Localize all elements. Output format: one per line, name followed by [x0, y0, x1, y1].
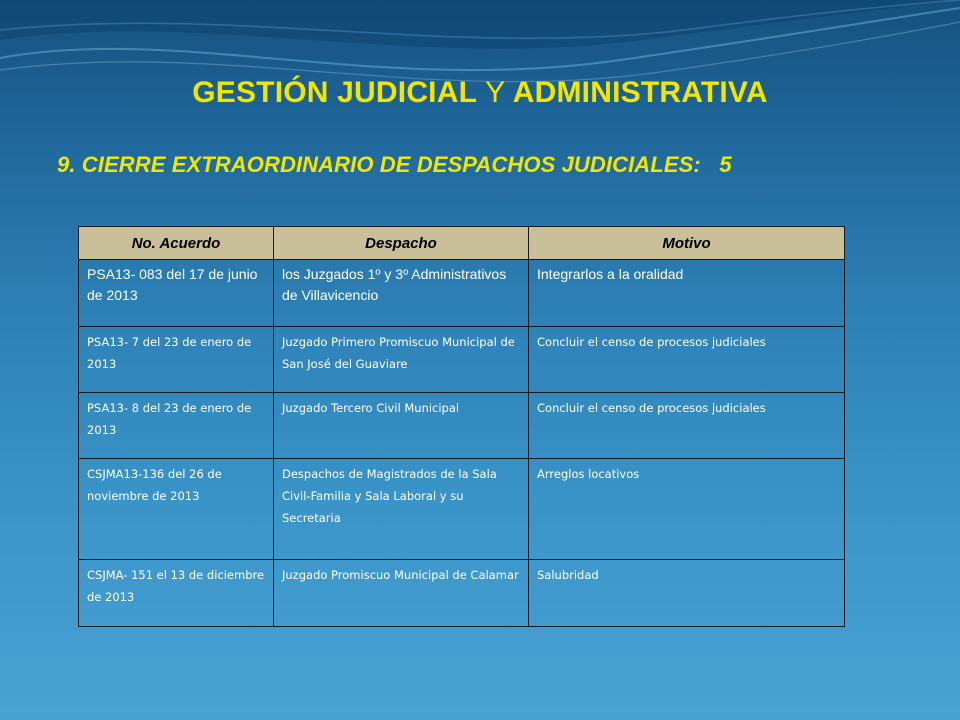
cell-acuerdo: CSJMA- 151 el 13 de diciembre de 2013	[79, 560, 274, 627]
table-row	[79, 393, 845, 459]
cell-acuerdo: PSA13- 8 del 23 de enero de 2013	[79, 393, 274, 459]
table-row	[79, 459, 845, 560]
closures-table	[78, 226, 845, 627]
cell-motivo: Salubridad	[529, 560, 845, 627]
cell-acuerdo: PSA13- 7 del 23 de enero de 2013	[79, 327, 274, 393]
table-row	[79, 560, 845, 627]
table-row	[79, 260, 845, 327]
title-part-3: ADMINISTRATIVA	[512, 76, 768, 109]
cell-acuerdo: PSA13- 083 del 17 de junio de 2013	[79, 260, 274, 327]
cell-despacho: Despachos de Magistrados de la Sala Civil-Familia y Sala Laboral y su Secretaria	[274, 459, 529, 560]
cell-motivo: Concluir el censo de procesos judiciales	[529, 327, 845, 393]
page-title	[0, 76, 960, 110]
cell-despacho: Juzgado Tercero Civil Municipal	[274, 393, 529, 459]
cell-acuerdo: CSJMA13-136 del 26 de noviembre de 2013	[79, 459, 274, 560]
title-part-2: Y	[485, 76, 506, 109]
section-subtitle: 9. CIERRE EXTRAORDINARIO DE DESPACHOS JUDICIALES: 5	[57, 152, 732, 177]
cell-motivo: Arreglos locativos	[529, 459, 845, 560]
cell-motivo: Integrarlos a la oralidad	[529, 260, 845, 327]
title-part-1: GESTIÓN JUDICIAL	[192, 76, 477, 109]
cell-motivo: Concluir el censo de procesos judiciales	[529, 393, 845, 459]
cell-despacho: Juzgado Promiscuo Municipal de Calamar	[274, 560, 529, 627]
table-header-row	[79, 227, 845, 260]
header-despacho: Despacho	[274, 227, 529, 260]
header-no-acuerdo: No. Acuerdo	[79, 227, 274, 260]
header-motivo: Motivo	[529, 227, 845, 260]
cell-despacho: los Juzgados 1º y 3º Administrativos de Villavicencio	[274, 260, 529, 327]
cell-despacho: Juzgado Primero Promiscuo Municipal de San José del Guaviare	[274, 327, 529, 393]
table-row	[79, 327, 845, 393]
